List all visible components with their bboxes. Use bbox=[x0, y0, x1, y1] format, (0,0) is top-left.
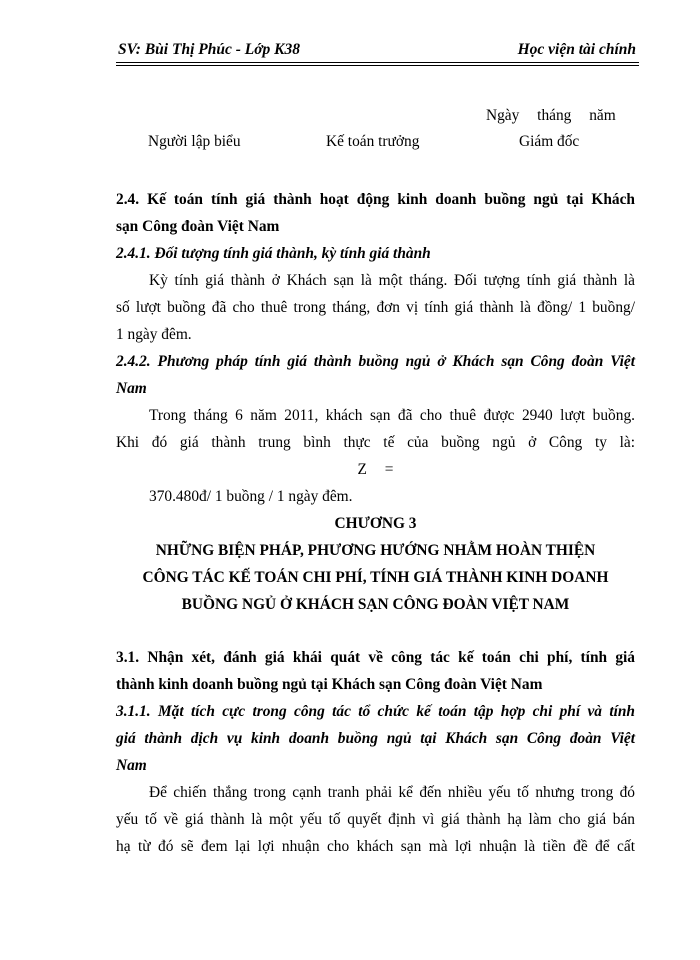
cost-formula: Z = bbox=[357, 461, 394, 478]
signature-director: Giám đốc bbox=[519, 133, 580, 150]
header-student-info: SV: Bùi Thị Phúc - Lớp K38 bbox=[118, 41, 301, 58]
signature-preparer: Người lập biểu bbox=[148, 133, 241, 150]
chapter-title-line3: BUỒNG NGỦ Ở KHÁCH SẠN CÔNG ĐOÀN VIỆT NAM bbox=[181, 596, 570, 613]
chapter-label: CHƯƠNG 3 bbox=[334, 515, 417, 532]
chapter-title-line2: CÔNG TÁC KẾ TOÁN CHI PHÍ, TÍNH GIÁ THÀNH KINH DOANH bbox=[142, 569, 609, 586]
header-rule-thin bbox=[116, 65, 639, 66]
subsection-2-4-2-heading-cont: Nam bbox=[116, 380, 147, 397]
cost-result: 370.480đ/ 1 buồng / 1 ngày đêm. bbox=[149, 488, 353, 505]
paragraph-2-4-1-line1: Kỳ tính giá thành ở Khách sạn là một tháng. Đối tượng tính giá thành là bbox=[149, 272, 635, 289]
paragraph-2-4-2-line2: Khi đó giá thành trung bình thực tế của buồng ngủ ở Công ty là: bbox=[116, 434, 635, 451]
signature-roles-row bbox=[116, 133, 635, 160]
subsection-3-1-1-heading-cont: giá thành dịch vụ kinh doanh buồng ngủ tại Khách sạn Công đoàn Việt bbox=[116, 730, 635, 747]
page-body bbox=[116, 103, 635, 860]
subsection-3-1-1-heading: 3.1.1. Mặt tích cực trong công tác tổ chức kế toán tập hợp chi phí và tính bbox=[116, 703, 635, 720]
section-2-4-heading: 2.4. Kế toán tính giá thành hoạt động kinh doanh buồng ngủ tại Khách bbox=[116, 191, 635, 208]
chapter-title-line1: NHỮNG BIỆN PHÁP, PHƯƠNG HƯỚNG NHẰM HOÀN THIỆN bbox=[155, 542, 596, 559]
signature-chief-accountant: Kế toán trưởng bbox=[326, 133, 420, 150]
paragraph-3-1-1-line2: yếu tố về giá thành là một yếu tố quyết định vì giá thành hạ làm cho giá bán bbox=[116, 811, 635, 828]
header-institution: Học viện tài chính bbox=[517, 41, 636, 58]
section-2-4-heading-cont: sạn Công đoàn Việt Nam bbox=[116, 218, 280, 235]
section-3-1-heading: 3.1. Nhận xét, đánh giá khái quát về công tác kế toán chi phí, tính giá bbox=[116, 649, 635, 666]
header-rule bbox=[116, 62, 639, 63]
signature-date-row bbox=[116, 103, 635, 133]
paragraph-3-1-1-line3: hạ từ đó sẽ đem lại lợi nhuận cho khách sạn mà lợi nhuận là tiền đề để cất bbox=[116, 838, 635, 855]
subsection-2-4-1-heading: 2.4.1. Đối tượng tính giá thành, kỳ tính giá thành bbox=[116, 245, 431, 262]
paragraph-2-4-2-line1: Trong tháng 6 năm 2011, khách sạn đã cho thuê được 2940 lượt buồng. bbox=[149, 407, 635, 424]
signature-date: Ngày tháng năm bbox=[486, 107, 616, 124]
section-3-1-heading-cont: thành kinh doanh buồng ngủ tại Khách sạn Công đoàn Việt Nam bbox=[116, 676, 543, 693]
paragraph-2-4-1-line3: 1 ngày đêm. bbox=[116, 326, 192, 343]
subsection-3-1-1-heading-end: Nam bbox=[116, 757, 147, 774]
paragraph-3-1-1-line1: Để chiến thắng trong cạnh tranh phải kể đến nhiều yếu tố nhưng trong đó bbox=[149, 784, 635, 801]
paragraph-2-4-1-line2: số lượt buồng đã cho thuê trong tháng, đơn vị tính giá thành là đồng/ 1 buồng/ bbox=[116, 299, 635, 316]
subsection-2-4-2-heading: 2.4.2. Phương pháp tính giá thành buồng ngủ ở Khách sạn Công đoàn Việt bbox=[116, 353, 635, 370]
